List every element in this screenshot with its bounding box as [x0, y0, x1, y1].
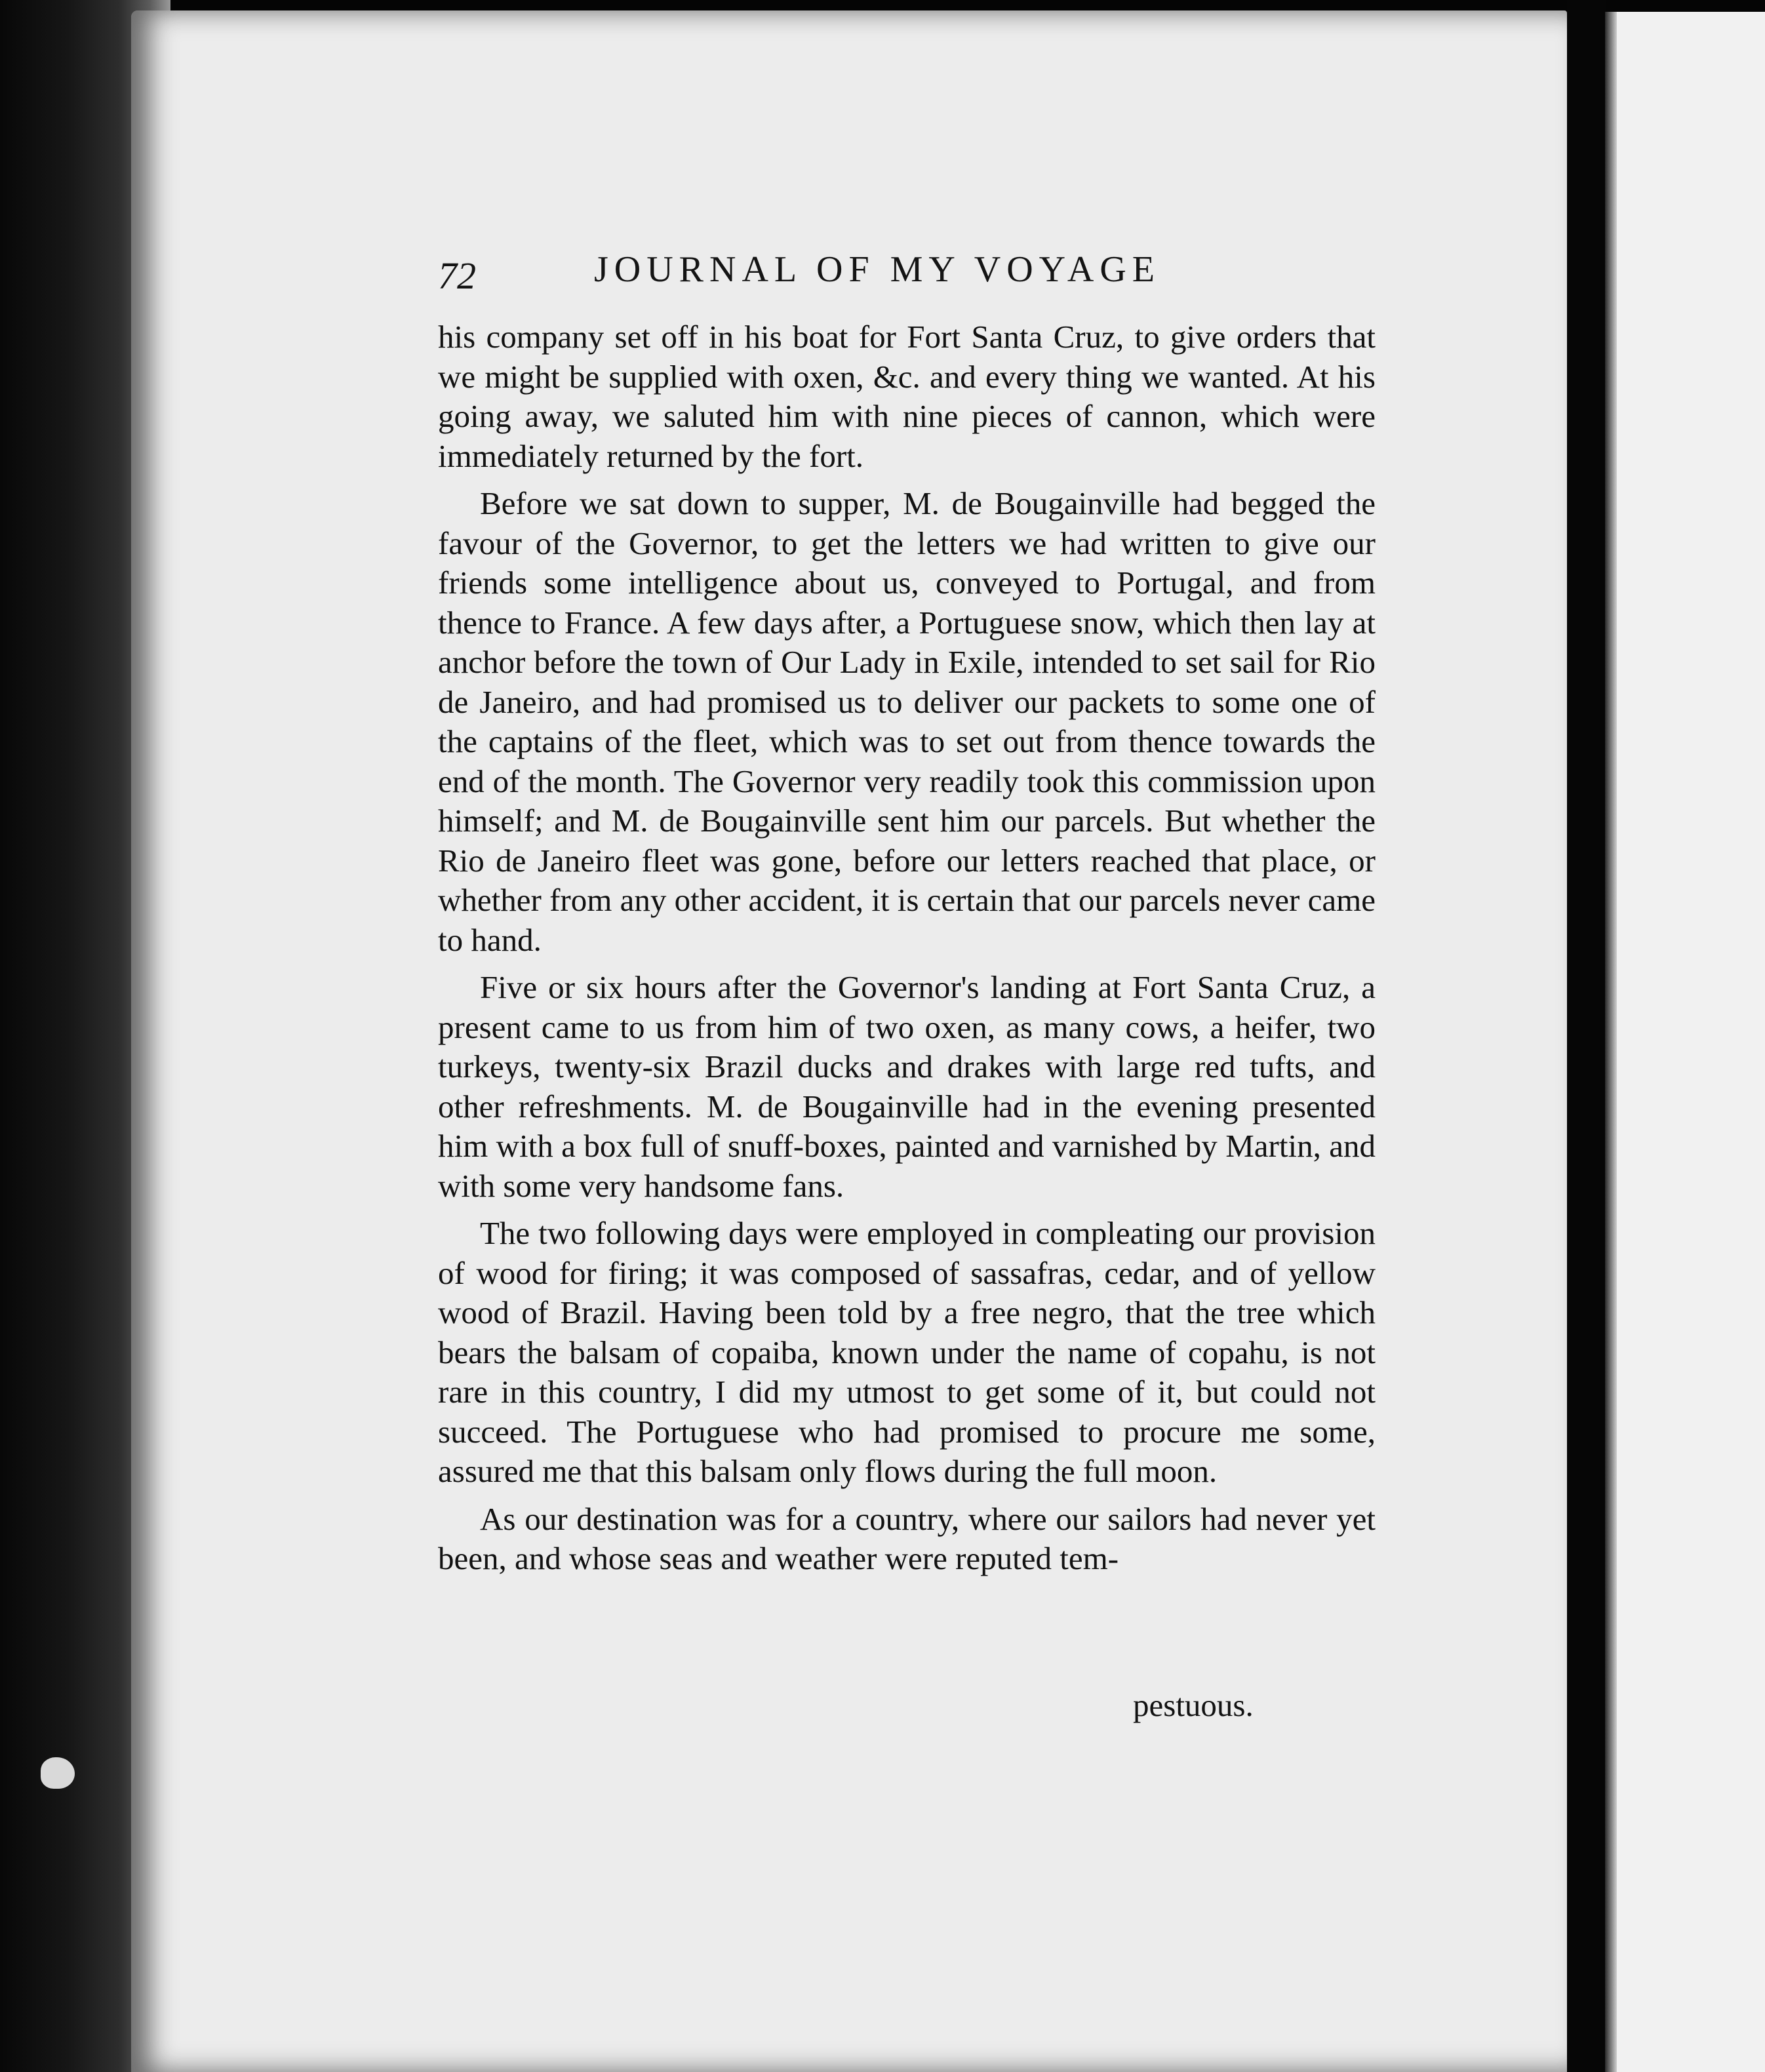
- paper-blemish: [41, 1757, 75, 1789]
- page-gutter-shadow: [1567, 0, 1606, 2072]
- paragraph-continued: his company set off in his boat for Fort Santa Cruz, to give orders that we might be supplied with oxen, &c. and every thing we wanted. At his going away, we saluted him with nine pieces of cannon, which were immediately returned by the fort.: [438, 319, 1376, 474]
- running-title: JOURNAL OF MY VOYAGE: [594, 249, 1160, 290]
- body-text: [438, 317, 1376, 1587]
- paragraph: As our destination was for a country, where our sailors had never yet been, and whose seas and weather were reputed tem-: [438, 1500, 1376, 1576]
- paragraph: Five or six hours after the Governor's landing at Fort Santa Cruz, a present came to us from him of two oxen, as many cows, a heifer, two turkeys, twenty-six Brazil ducks and drakes with large red tufts, and other refreshments. M. de Bougainville had in the evening presented him with a box full of snuff-boxes, painted and varnished by Martin, and with some very handsome fans.: [438, 969, 1376, 1204]
- next-page-edge: [1605, 12, 1765, 2072]
- next-page-shadow: [1605, 12, 1617, 2072]
- catchword: pestuous.: [1133, 1687, 1254, 1723]
- paragraph: The two following days were employed in compleating our provision of wood for firing; it was composed of sassafras, cedar, and of yellow wood of Brazil. Having been told by a free negro, that the tree which bears the balsam of copaiba, known under the name of copahu, is not rare in this country, I did my utmost to get some of it, but could not succeed. The Portuguese who had promised to procure me some, assured me that this balsam only flows during the full moon.: [438, 1215, 1376, 1489]
- running-head: [438, 246, 1251, 298]
- page-number: 72: [438, 254, 476, 297]
- paragraph: Before we sat down to supper, M. de Bougainville had begged the favour of the Governor, to get the letters we had written to give our friends some intelligence about us, conveyed to Portugal, and from thence to France. A few days after, a Portuguese snow, which then lay at anchor before the town of Our Lady in Exile, intended to set sail for Rio de Janeiro, and had promised us to deliver our packets to some one of the captains of the fleet, which was to set out from thence towards the end of the month. The Governor very readily took this commission upon himself; and M. de Bougainville sent him our parcels. But whether the Rio de Janeiro fleet was gone, before our letters reached that place, or whether from any other accident, it is certain that our parcels never came to hand.: [438, 485, 1376, 958]
